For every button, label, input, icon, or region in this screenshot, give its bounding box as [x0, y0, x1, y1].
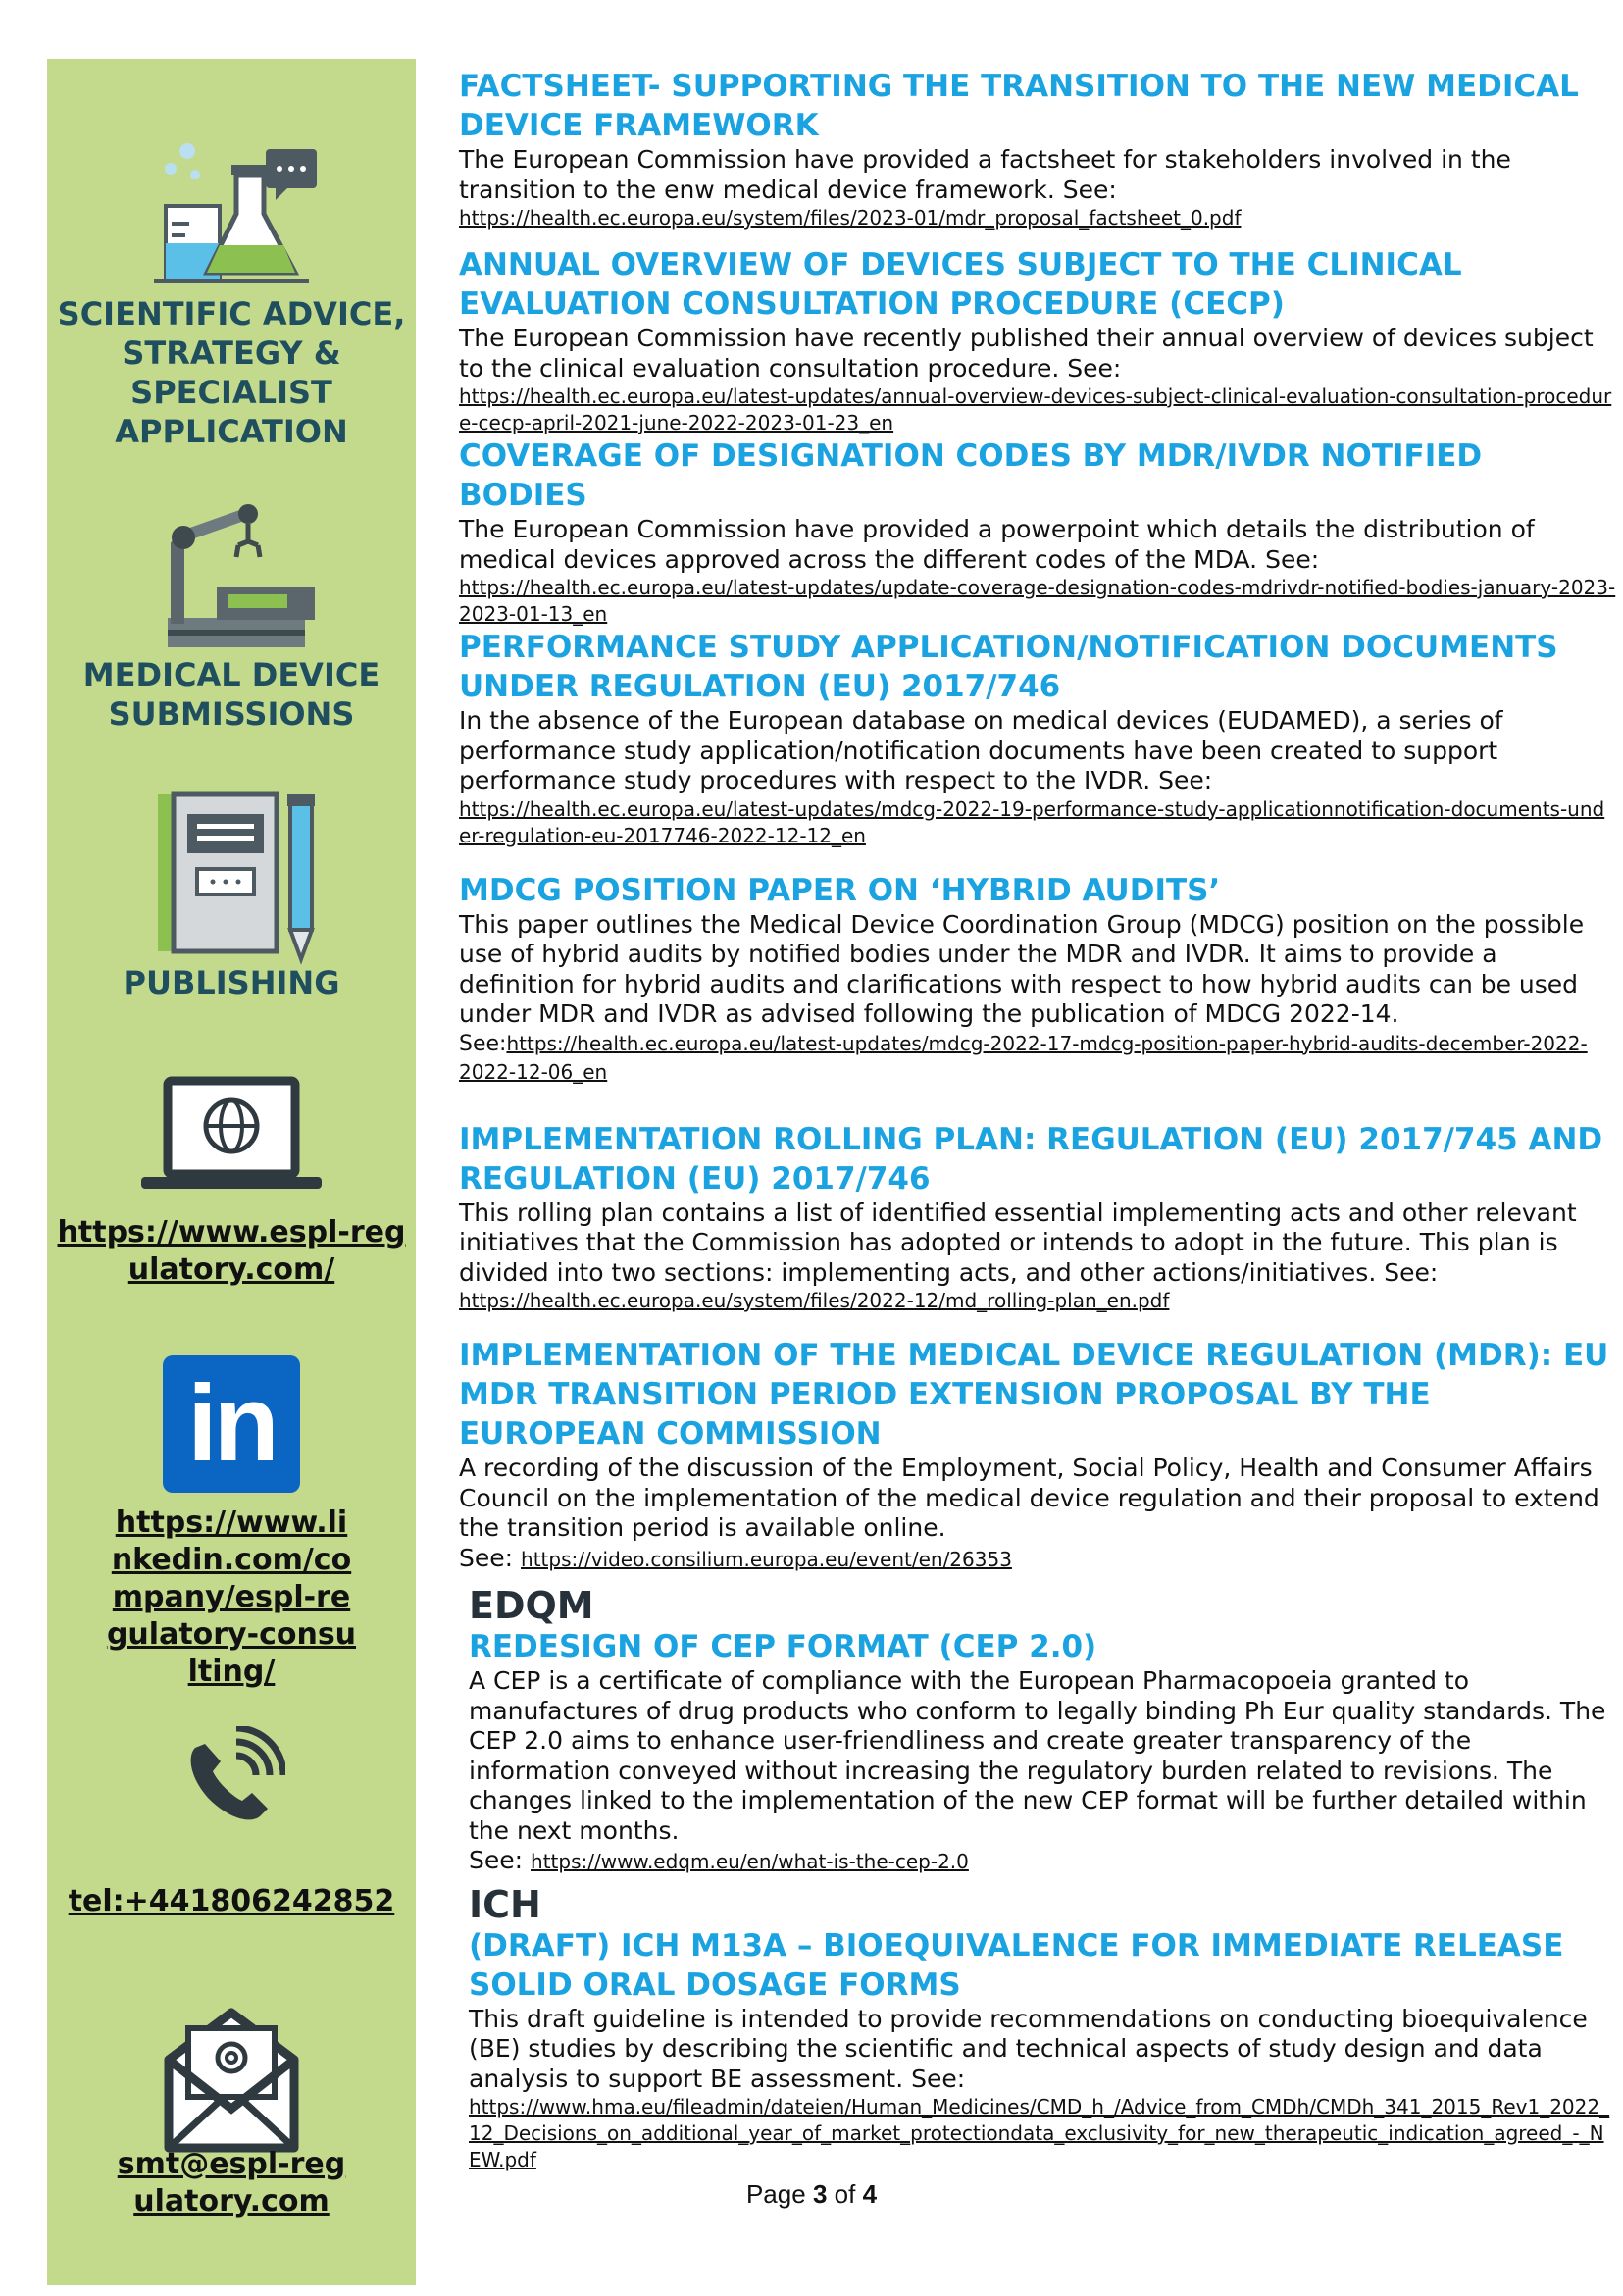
article-heading: REDESIGN OF CEP FORMAT (CEP 2.0): [469, 1629, 1097, 1664]
section-title-edqm: EDQM: [469, 1584, 594, 1627]
lab-flask-icon: [47, 135, 416, 292]
main-content: [459, 67, 1616, 2173]
article-link[interactable]: https://video.consilium.europa.eu/event/en/26353: [521, 1547, 1012, 1571]
edqm-section: [459, 1584, 1616, 1877]
page-label: Page: [745, 2179, 806, 2209]
article-see-line: [469, 1846, 1616, 1877]
article-body: A recording of the discussion of the Employment, Social Policy, Health and Consumer Affairs Council on the implementation of the medical device regulation and their proposal to extend the transition period is available online.: [459, 1454, 1599, 1542]
article-heading: IMPLEMENTATION ROLLING PLAN: REGULATION (EU) 2017/745 AND REGULATION (EU) 2017/746: [459, 1121, 1603, 1197]
article-link[interactable]: https://health.ec.europa.eu/latest-updates/annual-overview-devices-subject-clinical-evaluation-consultation-procedure-cecp-april-2021-june-2022-2023-01-23_en: [459, 384, 1612, 434]
article-designation-codes: [459, 436, 1616, 628]
linkedin-logo-text: in: [187, 1363, 276, 1484]
see-label: See:: [469, 1846, 524, 1874]
article-heading: PERFORMANCE STUDY APPLICATION/NOTIFICATION DOCUMENTS UNDER REGULATION (EU) 2017/746: [459, 630, 1558, 704]
sidebar-label-publishing: PUBLISHING: [123, 964, 340, 1001]
article-body: This draft guideline is intended to provide recommendations on conducting bioequivalence (BE) studies by describing the scientific and technical aspects of study design and data analysis to support BE assessment. See:: [469, 2004, 1588, 2093]
article-body: The European Commission have provided a factsheet for stakeholders involved in the transition to the enw medical device framework. See:: [459, 145, 1511, 204]
article-heading: ANNUAL OVERVIEW OF DEVICES SUBJECT TO THE CLINICAL EVALUATION CONSULTATION PROCEDURE (CECP): [459, 247, 1462, 322]
sidebar: [47, 59, 416, 2285]
article-link[interactable]: https://health.ec.europa.eu/system/files/2022-12/md_rolling-plan_en.pdf: [459, 1289, 1170, 1312]
ich-section: [459, 1883, 1616, 2174]
website-link[interactable]: https://www.espl-regulatory.com/: [57, 1215, 406, 1287]
article-performance-study: [459, 628, 1616, 849]
see-label: See:: [459, 1543, 514, 1572]
article-see-line: [459, 1030, 1616, 1087]
page-footer: [0, 2179, 1623, 2210]
article-body: In the absence of the European database on medical devices (EUDAMED), a series of performance study application/notification documents have been created to support performance study procedures with respect to the IVDR. See:: [459, 706, 1503, 794]
article-rolling-plan: [459, 1120, 1616, 1315]
article-heading: IMPLEMENTATION OF THE MEDICAL DEVICE REGULATION (MDR): EU MDR TRANSITION PERIOD EXTENSION PROPOSAL BY THE EUROPEAN COMMISSION: [459, 1338, 1609, 1452]
article-cecp-overview: [459, 245, 1616, 436]
phone-link[interactable]: tel:+441806242852: [68, 1884, 395, 1918]
sidebar-label-medical-device-submissions: MEDICAL DEVICE SUBMISSIONS: [82, 656, 380, 733]
article-link[interactable]: https://www.hma.eu/fileadmin/dateien/Human_Medicines/CMD_h_/Advice_from_CMDh/CMDh_341_2015_Rev1_2022_12_Decisions_on_additional_year_of_market_protectiondata_exclusivity_for_new_therapeutic_indication_agreed_-_NEW.pdf: [469, 2095, 1610, 2171]
article-hybrid-audits: [459, 871, 1616, 1087]
article-heading: FACTSHEET- SUPPORTING THE TRANSITION TO THE NEW MEDICAL DEVICE FRAMEWORK: [459, 69, 1579, 143]
section-title-ich: ICH: [469, 1882, 541, 1926]
article-see-line: [459, 1544, 1616, 1575]
article-body: The European Commission have recently published their annual overview of devices subject to the clinical evaluation consultation procedure. See:: [459, 324, 1594, 383]
article-mdr-extension: [459, 1336, 1616, 1574]
article-body: A CEP is a certificate of compliance with the European Pharmacopoeia granted to manufactures of drug products who conform to legally binding Ph Eur quality standards. The CEP 2.0 aims to enhance user-friendliness and create greater transparency of the information conveyed without increasing the regulatory burden related to revisions. The changes linked to the implementation of the new CEP format will be further detailed within the next months.: [469, 1666, 1606, 1845]
article-heading: MDCG POSITION PAPER ON ‘HYBRID AUDITS’: [459, 872, 1221, 908]
article-heading: (DRAFT) ICH M13A – BIOEQUIVALENCE FOR IMMEDIATE RELEASE SOLID ORAL DOSAGE FORMS: [469, 1927, 1564, 2003]
article-link[interactable]: https://health.ec.europa.eu/latest-updates/update-coverage-designation-codes-mdrivdr-notified-bodies-january-2023-2023-01-13_en: [459, 576, 1616, 626]
article-body: This paper outlines the Medical Device Coordination Group (MDCG) position on the possible use of hybrid audits by notified bodies under the MDR and IVDR. It aims to provide a definition for hybrid audits and clarifications with respect to how hybrid audits can be used under MDR and IVDR as advised following the publication of MDCG 2022-14.: [459, 909, 1585, 1028]
page-total: 4: [862, 2179, 878, 2209]
page-of-label: of: [834, 2179, 856, 2209]
article-body: The European Commission have provided a powerpoint which details the distribution of medical devices approved across the different codes of the MDA. See:: [459, 515, 1535, 574]
linkedin-link[interactable]: https://www.linkedin.com/company/espl-regulatory-consulting/: [106, 1505, 357, 1689]
article-heading: COVERAGE OF DESIGNATION CODES BY MDR/IVDR NOTIFIED BODIES: [459, 438, 1483, 513]
article-link[interactable]: https://health.ec.europa.eu/system/files/2023-01/mdr_proposal_factsheet_0.pdf: [459, 206, 1242, 230]
article-link[interactable]: https://health.ec.europa.eu/latest-updates/mdcg-2022-17-mdcg-position-paper-hybrid-audits-december-2022-2022-12-06_en: [459, 1031, 1588, 1084]
email-link[interactable]: smt@espl-regulatory.com: [117, 2147, 346, 2219]
linkedin-logo-icon[interactable]: [47, 1355, 416, 1493]
article-factsheet: [459, 67, 1616, 231]
article-body: This rolling plan contains a list of identified essential implementing acts and other relevant initiatives that the Commission has adopted or intends to adopt in the future. This plan is divided into two sections: implementing acts, and other actions/initiatives. See:: [459, 1198, 1577, 1287]
laptop-globe-icon: [47, 1075, 416, 1198]
sidebar-label-scientific-advice: SCIENTIFIC ADVICE, STRATEGY & SPECIALIST APPLICATION: [57, 295, 406, 450]
publishing-book-pen-icon: [47, 787, 416, 973]
page-number: 3: [812, 2179, 828, 2209]
email-envelope-icon: [47, 1999, 416, 2156]
see-label: See:: [459, 1031, 507, 1056]
article-link[interactable]: https://www.edqm.eu/en/what-is-the-cep-2.0: [531, 1850, 969, 1873]
article-link[interactable]: https://health.ec.europa.eu/latest-updates/mdcg-2022-19-performance-study-applicationnotification-documents-under-regulation-eu-2017746-2022-12-12_en: [459, 796, 1605, 847]
phone-icon: [47, 1726, 416, 1834]
robot-arm-icon: [47, 496, 416, 653]
